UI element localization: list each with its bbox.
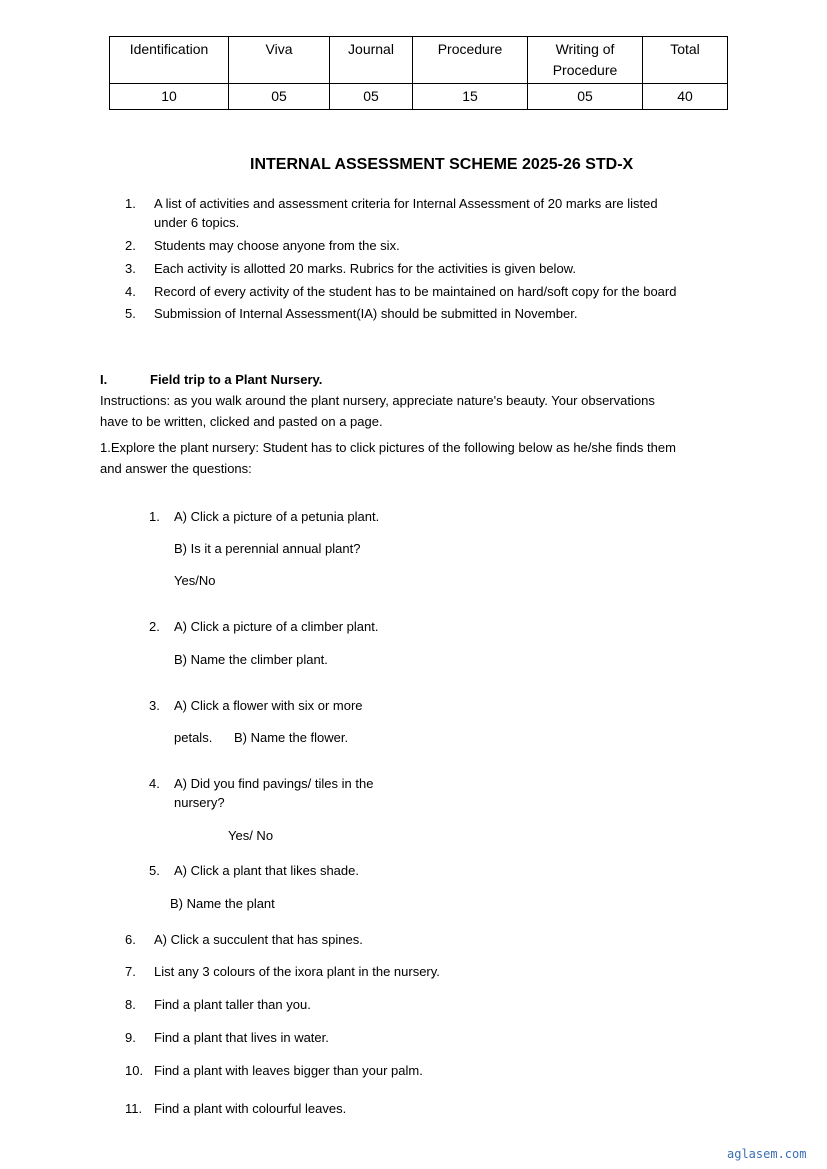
list-item-continuation: under 6 topics. — [154, 215, 240, 230]
question-number: 3. — [149, 698, 160, 713]
question-number: 7. — [125, 964, 136, 979]
value-cell: 10 — [110, 84, 229, 110]
question-text: A) Click a plant that likes shade. — [174, 863, 359, 878]
list-item: Each activity is allotted 20 marks. Rubrics for the activities is given below. — [154, 261, 576, 276]
question-text: nursery? — [174, 795, 225, 810]
header-cell: Journal — [330, 37, 413, 84]
question-number: 10. — [125, 1063, 144, 1078]
question-text: List any 3 colours of the ixora plant in the nursery. — [154, 964, 440, 979]
question-number: 9. — [125, 1030, 136, 1045]
value-cell: 05 — [330, 84, 413, 110]
list-number: 4. — [125, 284, 136, 299]
question-text: Find a plant taller than you. — [154, 997, 311, 1012]
watermark: aglasem.com — [727, 1147, 807, 1161]
list-number: 1. — [125, 196, 136, 211]
table-header-row — [110, 37, 728, 84]
question-number: 1. — [149, 509, 160, 524]
question-text: A) Click a picture of a climber plant. — [174, 619, 379, 634]
question-text: B) Is it a perennial annual plant? — [174, 541, 361, 556]
value-cell: 15 — [413, 84, 528, 110]
question-text: A) Click a succulent that has spines. — [154, 932, 363, 947]
question-number: 4. — [149, 776, 160, 791]
header-cell: Procedure — [413, 37, 528, 84]
question-text: A) Click a picture of a petunia plant. — [174, 509, 380, 524]
question-text: Find a plant that lives in water. — [154, 1030, 329, 1045]
question-text: B) Name the climber plant. — [174, 652, 328, 667]
question-text: petals. B) Name the flower. — [174, 730, 349, 745]
instructions-text: Instructions: as you walk around the plant nursery, appreciate nature's beauty. Your observations — [100, 393, 655, 408]
question-number: 6. — [125, 932, 136, 947]
list-number: 2. — [125, 238, 136, 253]
header-cell: Writing of Procedure — [528, 37, 643, 84]
list-item: Students may choose anyone from the six. — [154, 238, 400, 253]
explore-text: and answer the questions: — [100, 461, 252, 476]
list-item: A list of activities and assessment criteria for Internal Assessment of 20 marks are listed — [154, 196, 658, 211]
section-number: I. — [100, 372, 108, 387]
question-number: 2. — [149, 619, 160, 634]
page-title: INTERNAL ASSESSMENT SCHEME 2025-26 STD-X — [250, 156, 634, 173]
question-text: B) Name the plant — [170, 896, 275, 911]
list-item: Record of every activity of the student has to be maintained on hard/soft copy for the board — [154, 284, 677, 299]
list-number: 3. — [125, 261, 136, 276]
list-number: 5. — [125, 306, 136, 321]
question-text: Find a plant with leaves bigger than your palm. — [154, 1063, 423, 1078]
value-cell: 40 — [643, 84, 728, 110]
answer-option: Yes/No — [174, 573, 216, 588]
answer-option: Yes/ No — [228, 828, 274, 843]
value-cell: 05 — [229, 84, 330, 110]
header-cell: Total — [643, 37, 728, 84]
instructions-text: have to be written, clicked and pasted on a page. — [100, 414, 383, 429]
header-cell: Viva — [229, 37, 330, 84]
question-number: 11. — [125, 1101, 143, 1116]
section-heading: Field trip to a Plant Nursery. — [150, 372, 323, 387]
question-text: A) Click a flower with six or more — [174, 698, 363, 713]
list-item: Submission of Internal Assessment(IA) should be submitted in November. — [154, 306, 578, 321]
question-number: 5. — [149, 863, 160, 878]
table-row — [110, 84, 728, 110]
question-text: A) Did you find pavings/ tiles in the — [174, 776, 374, 791]
question-text: Find a plant with colourful leaves. — [154, 1101, 347, 1116]
value-cell: 05 — [528, 84, 643, 110]
header-cell: Identification — [110, 37, 229, 84]
marks-table — [109, 36, 728, 110]
explore-text: 1.Explore the plant nursery: Student has to click pictures of the following below as he/she finds them — [100, 440, 676, 455]
question-number: 8. — [125, 997, 136, 1012]
